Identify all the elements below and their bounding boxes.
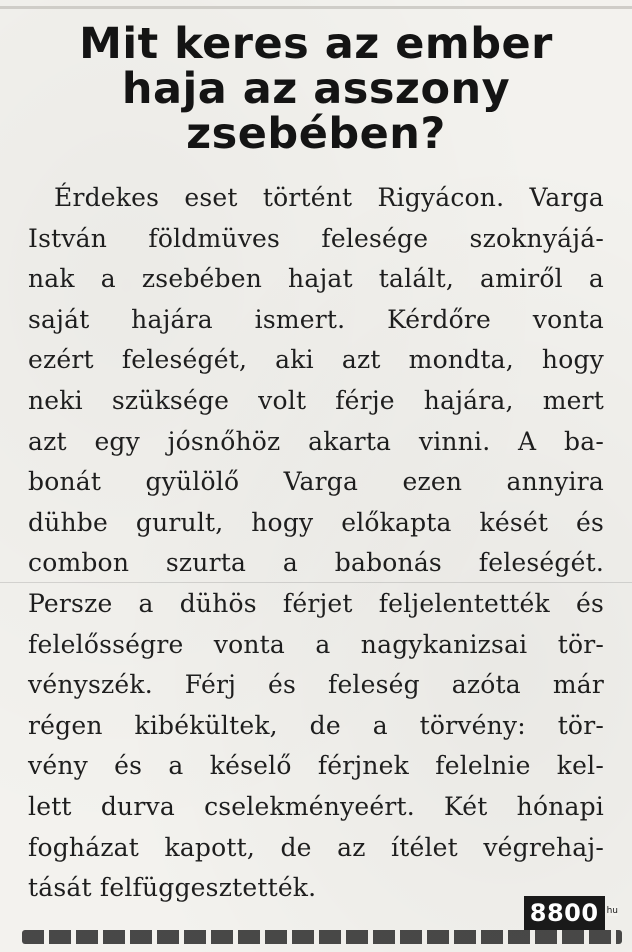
bottom-rule: [22, 930, 622, 944]
article-line: combon szurta a babonás feleségét.: [28, 548, 604, 578]
watermark-text: 8800: [524, 896, 605, 930]
article-line: Persze a dühös férjet feljelentették és: [28, 588, 604, 618]
article-line: bonát gyülölő Varga ezen annyira: [28, 467, 604, 497]
site-watermark: [524, 896, 618, 930]
article-line: lett durva cselekményeért. Két hónapi: [28, 791, 604, 821]
article-line: régen kibékültek, de a törvény: tör-: [28, 710, 604, 740]
article-line: felelősségre vonta a nagykanizsai tör-: [28, 629, 604, 659]
top-rule: [0, 6, 632, 9]
article-line: fogházat kapott, de az ítélet végrehaj-: [28, 832, 604, 862]
article-headline: Mit keres az ember haja az asszony zsebében?: [79, 19, 553, 159]
article-line: vény és a késelő férjnek felelnie kel-: [28, 751, 604, 781]
article-line: neki szüksége volt férje hajára, mert: [28, 385, 604, 415]
article-line: Érdekes eset történt Rigyácon. Varga: [54, 183, 604, 212]
article-line: dühbe gurult, hogy előkapta kését és: [28, 507, 604, 537]
watermark-suffix: hu: [606, 906, 618, 916]
article-line: azt egy jósnőhöz akarta vinni. A ba-: [28, 426, 604, 456]
article-line: ezért feleségét, aki azt mondta, hogy: [28, 345, 604, 375]
article-line: István földmüves felesége szoknyájá-: [28, 223, 604, 253]
article-line: nak a zsebében hajat talált, amiről a: [28, 264, 604, 294]
article-line: saját hajára ismert. Kérdőre vonta: [28, 304, 604, 334]
article-body: [28, 178, 604, 909]
page-fold: [0, 582, 632, 583]
article-line: vényszék. Férj és feleség azóta már: [28, 670, 604, 700]
article-line: tását felfüggesztették.: [28, 873, 317, 903]
